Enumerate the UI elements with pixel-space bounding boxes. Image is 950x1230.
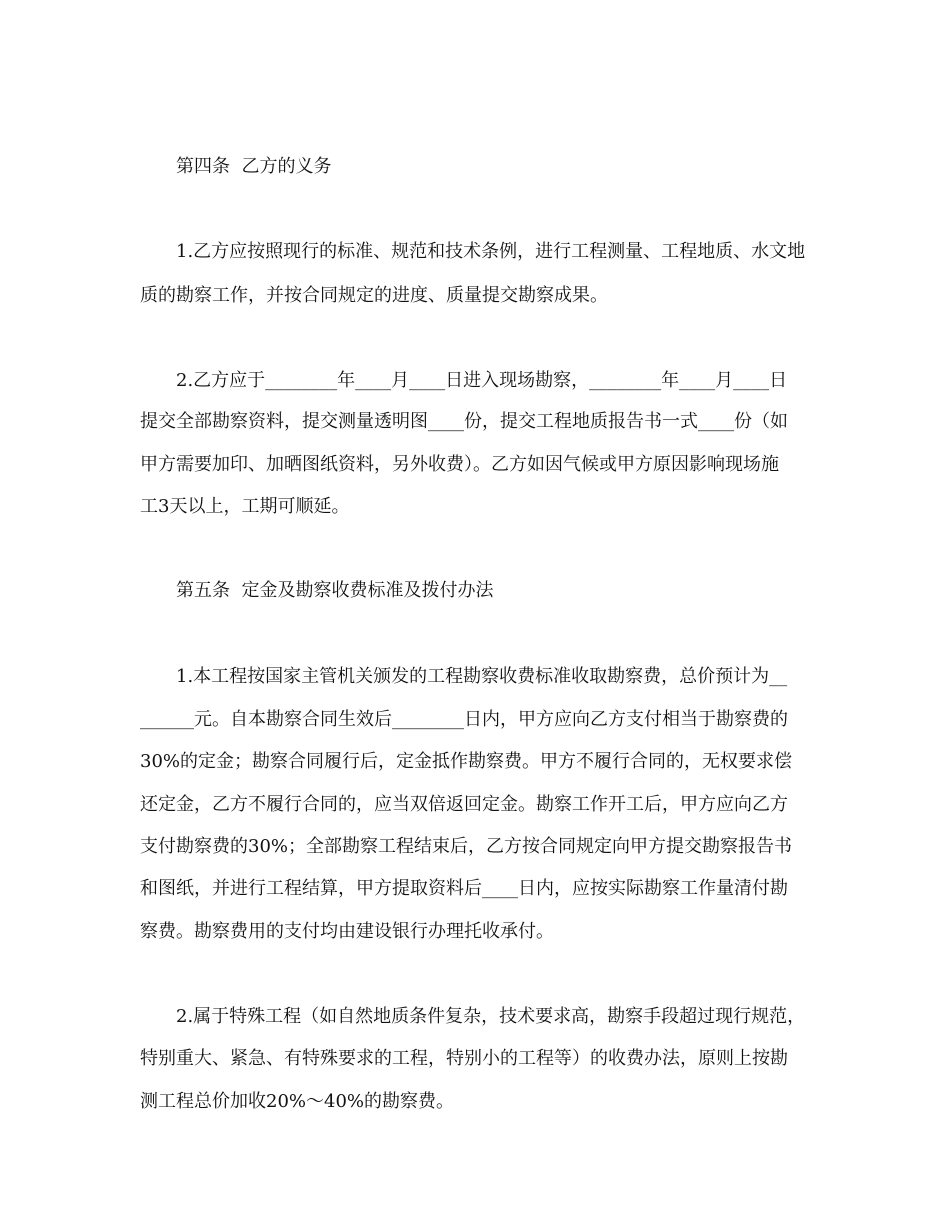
article-4-item-2-line-3: 甲方需要加印、加晒图纸资料，另外收费）。乙方如因气候或甲方原因影响现场施 — [140, 454, 779, 475]
article-5-heading: 第五条 定金及勘察收费标准及拨付办法 — [176, 580, 494, 601]
article-4-item-2-line-1: 2.乙方应于________年____月____日进入现场勘察，________年____月____日 — [176, 370, 788, 391]
article-4-item-1-line-1: 1.乙方应按照现行的标准、规范和技术条例，进行工程测量、工程地质、水文地 — [176, 241, 806, 262]
article-5-item-2-line-1: 2.属于特殊工程（如自然地质条件复杂，技术要求高，勘察手段超过现行规范， — [176, 1006, 806, 1027]
article-5-item-1-line-4: 还定金，乙方不履行合同的，应当双倍返回定金。勘察工作开工后，甲方应向乙方 — [140, 794, 788, 815]
article-5-item-1-line-1: 1.本工程按国家主管机关颁发的工程勘察收费标准收取勘察费，总价预计为__ — [176, 666, 788, 687]
article-4-item-1-line-2: 质的勘察工作，并按合同规定的进度、质量提交勘察成果。 — [140, 285, 608, 306]
article-5-item-1-line-3: 30%的定金；勘察合同履行后，定金抵作勘察费。甲方不履行合同的，无权要求偿 — [140, 751, 793, 772]
article-5-item-1-line-5: 支付勘察费的30%；全部勘察工程结束后，乙方按合同规定向甲方提交勘察报告书 — [140, 836, 793, 857]
article-5-item-1-line-6: 和图纸，并进行工程结算，甲方提取资料后____日内，应按实际勘察工作量清付勘 — [140, 878, 788, 899]
article-4-item-2-line-2: 提交全部勘察资料，提交测量透明图____份，提交工程地质报告书一式____份（如 — [140, 411, 788, 432]
article-5-item-2-line-3: 测工程总价加收20%～40%的勘察费。 — [140, 1091, 455, 1112]
article-5-item-1-line-7: 察费。勘察费用的支付均由建设银行办理托收承付。 — [140, 921, 554, 942]
article-4-item-2-line-4: 工3天以上，工期可顺延。 — [140, 496, 350, 517]
article-4-heading: 第四条 乙方的义务 — [176, 156, 332, 177]
article-5-item-2-line-2: 特别重大、紧急、有特殊要求的工程，特别小的工程等）的收费办法，原则上按勘 — [140, 1048, 788, 1069]
article-5-item-1-line-2: ______元。自本勘察合同生效后________日内，甲方应向乙方支付相当于勘察费的 — [140, 709, 788, 730]
